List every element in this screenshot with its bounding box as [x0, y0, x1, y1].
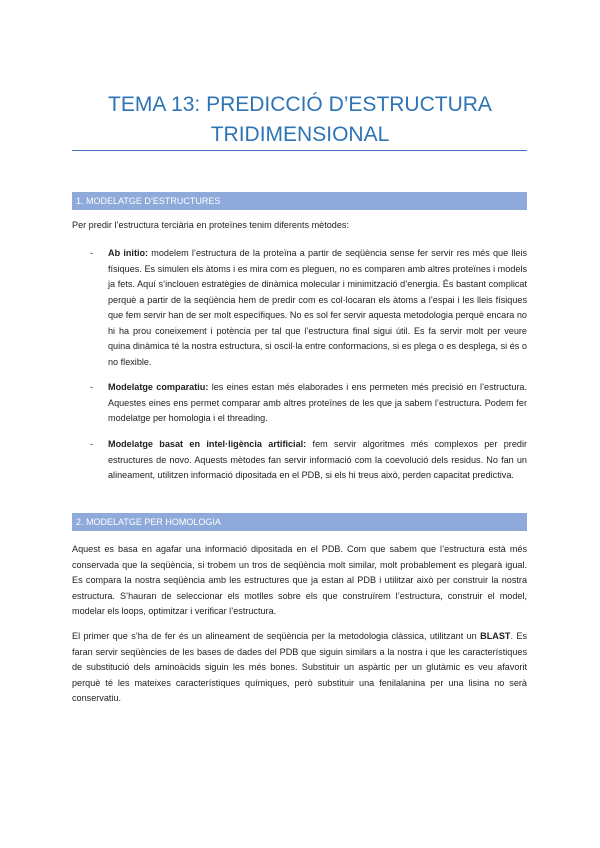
section-heading-modelatge-homologia: 2. MODELATGE PER HOMOLOGIA: [72, 513, 527, 531]
section1-intro: Per predir l’estructura terciària en proteïnes tenim diferents mètodes:: [72, 220, 349, 230]
bullet-marker: -: [90, 439, 94, 449]
bullet-marker: -: [90, 248, 94, 258]
section-heading-modelatge-estructures: 1. MODELATGE D’ESTRUCTURES: [72, 192, 527, 210]
page-title-line-2: TRIDIMENSIONAL: [210, 123, 390, 146]
bullet-term: Modelatge basat en intel·ligència artificial:: [108, 439, 307, 449]
bullet-modelatge-comparatiu: [108, 380, 527, 427]
title-divider: [72, 150, 527, 151]
bullet-body: les eines estan més elaborades i ens permeten més precisió en l’estructura. Aquestes eines ens permet comparar amb altres proteïnes de les que ja sabem l’estructura. Podem fer modelatge per homologia i el threading.: [108, 382, 527, 423]
section2-paragraph-1: Aquest es basa en agafar una informació dipositada en el PDB. Com que sabem que l’estructura està més conservada que la seqüència, si trobem un tros de seqüència molt similar, molt probablement es plegarà igual. Es compara la nostra seqüència amb les estructures que ja estan al PDB i utilitzar això per construir la nostra estructura. S’hauran de seleccionar els motlles sobre els que construïrem l’estructura, construir el model, modelar els loops, optimitzar i verificar l’estructura.: [72, 544, 527, 616]
page-title-line-1: TEMA 13: PREDICCIÓ D’ESTRUCTURA: [108, 93, 492, 116]
bullet-modelatge-ia: [108, 437, 527, 484]
bullet-term: Modelatge comparatiu:: [108, 382, 209, 392]
paragraph-text: . Es faran servir seqüències de les bases de dades del PDB que siguin similars a la nostra i que les característiques de substitució dels aminoàcids siguin les més bones. Substituir un aspàrtic per un glutàmic es veu afavorit perquè té les mateixes característiques químiques, però substituir una fenilalanina per una lisina no serà conservatiu.: [72, 631, 527, 703]
bullet-marker: -: [90, 382, 94, 392]
section2-paragraph-2: [72, 629, 527, 707]
bullet-ab-initio: [108, 246, 527, 370]
paragraph-text: El primer que s’ha de fer és un alineament de seqüència per la metodologia clàssica, utilitzant un: [72, 631, 481, 641]
bullet-term: Ab initio:: [108, 248, 149, 258]
bullet-body: modelem l’estructura de la proteïna a partir de seqüència sense fer servir res més que lleis físiques. Es simulen els àtoms i es mira com es pleguen, no es comparen amb altres proteïnes i models ja fets. Aquí s’inclouen estratègies de dinàmica molecular i minimització d’energia. És bastant complicat perquè a partir de la seqüència hem de predir com es col·locaran els àtoms a l’espai i les lleis físiques que fem servir han de ser molt específiques. No es sol fer servir aquesta metodologia perquè encara no hi ha prou coneixement i potència per tal que l’estructura final sigui útil. Es fa servir molt per veure quina dinàmica té la nostra estructura, si oscil·la entre conformacions, si es plega o es desplega, si és o no flexible.: [108, 248, 528, 367]
bullet-body: fem servir algoritmes més complexos per predir estructures de novo. Aquests mètodes fan servir informació com la coevolució dels residus. No fan un alineament, utilitzen informació dipositada en el PDB, si els hi treus això, perden capacitat predictiva.: [108, 439, 527, 480]
blast-term: BLAST: [480, 631, 511, 641]
